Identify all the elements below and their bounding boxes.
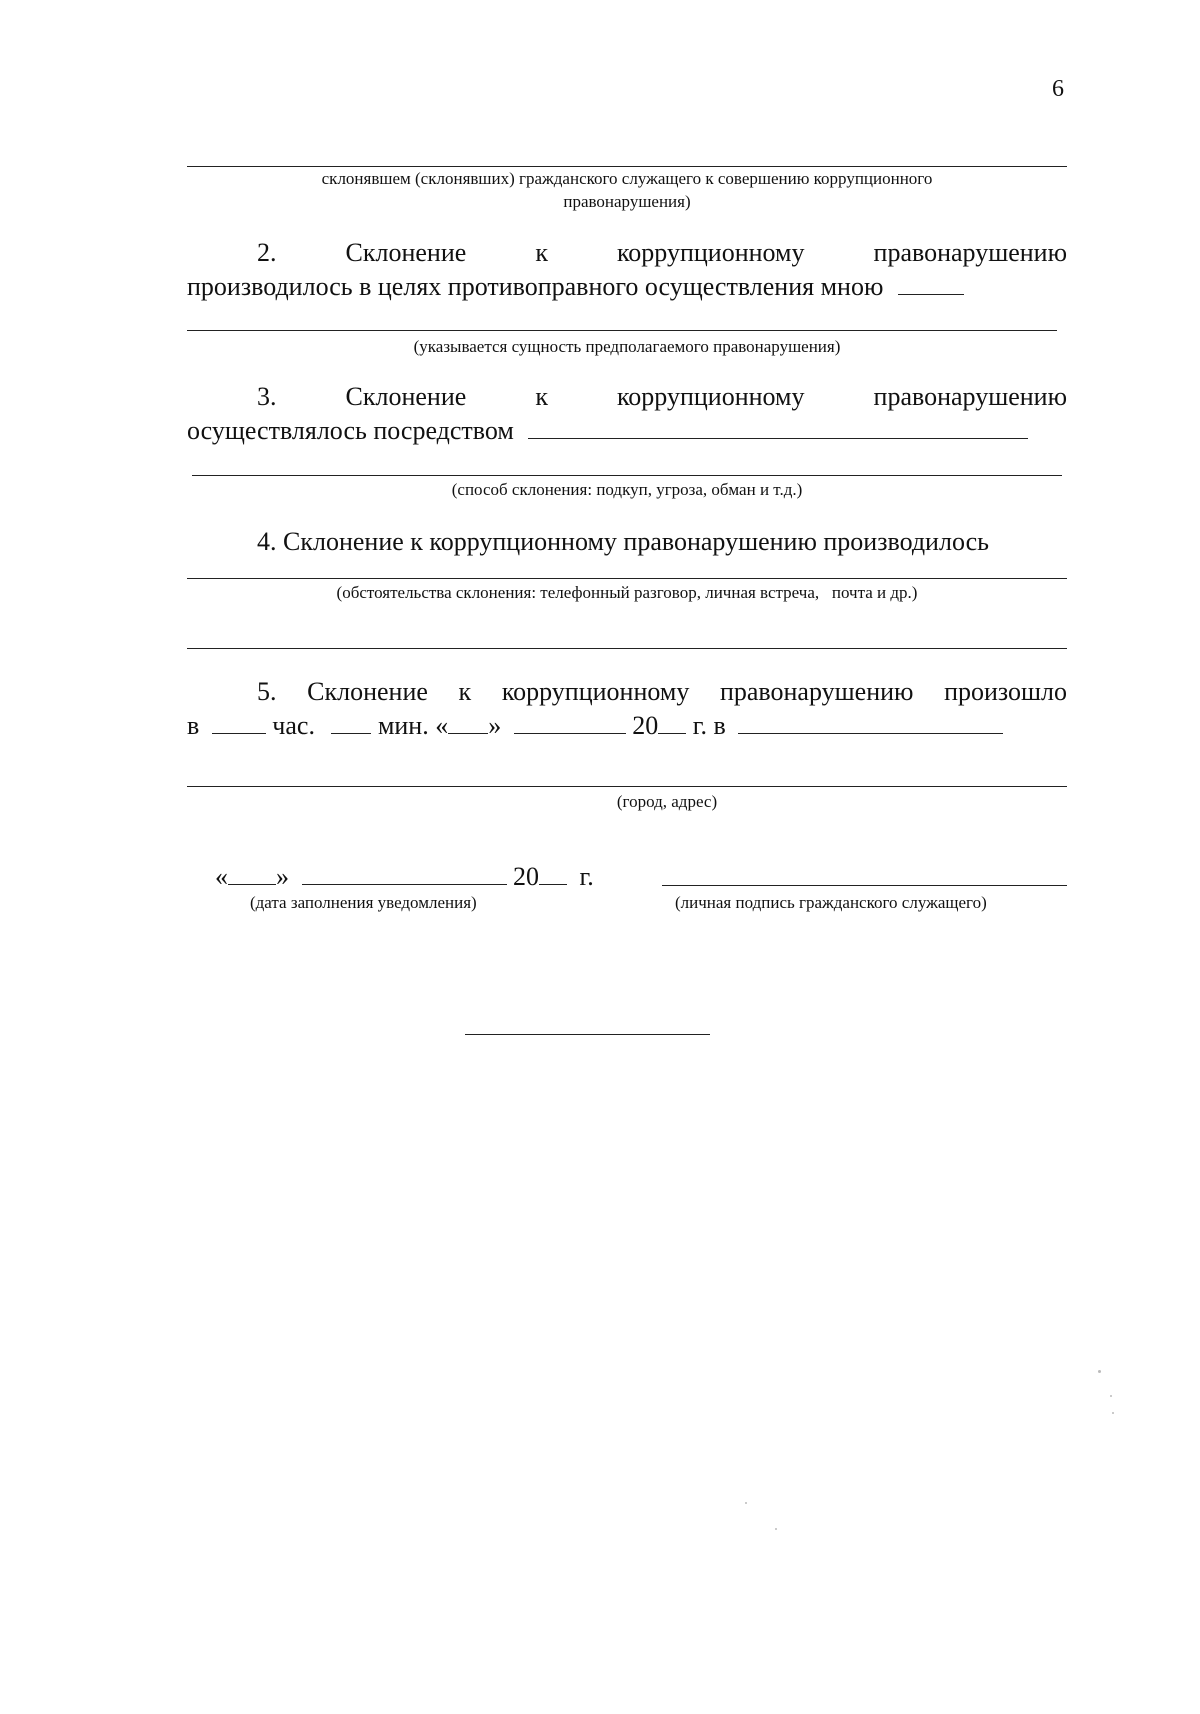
signature-day-field[interactable] (228, 862, 276, 885)
item5-in-word: в (187, 711, 200, 740)
item3-caption: (способ склонения: подкуп, угроза, обман и т.д.) (451, 480, 803, 499)
place-field-inline[interactable] (738, 711, 1003, 734)
signature-sign-line[interactable] (662, 885, 1067, 886)
signature-sign-caption: (личная подпись гражданского служащего) (675, 893, 987, 912)
section1-caption-line2: правонарушения) (563, 192, 691, 211)
item2-word-2: к (535, 238, 548, 267)
item5-line1 (187, 675, 1067, 709)
item5-line2 (187, 709, 1003, 743)
minute-field[interactable] (331, 711, 371, 734)
signature-date-caption: (дата заполнения уведомления) (250, 893, 477, 912)
item3-word-2: к (535, 382, 548, 411)
page-number: 6 (1052, 76, 1064, 102)
item5-year-suffix: г. в (692, 711, 726, 740)
item5-hour-word: час. (272, 711, 315, 740)
section1-caption-line1: склонявшем (склонявших) гражданского служащего к совершению коррупционного (321, 169, 933, 188)
closing-separator (465, 1034, 710, 1035)
item5-word-2: к (458, 677, 472, 706)
item5-word-5: произошло (944, 677, 1068, 706)
item5-fill-line[interactable] (187, 786, 1067, 787)
scan-speck (775, 1528, 777, 1530)
scan-speck (745, 1502, 747, 1504)
item5-caption: (город, адрес) (616, 792, 718, 811)
item3-line2 (187, 414, 1028, 448)
section1-fill-line (187, 166, 1067, 167)
item5-quote-close: » (488, 711, 502, 740)
day-field[interactable] (448, 711, 488, 734)
item4-fill-line-2[interactable] (187, 648, 1067, 649)
signature-year-field[interactable] (539, 862, 567, 885)
item2-caption: (указывается сущность предполагаемого правонарушения) (413, 337, 841, 356)
item3-word-4: правонарушению (873, 382, 1068, 411)
item3-line1 (187, 380, 1067, 414)
item2-line2-text: производилось в целях противоправного осуществления мною (187, 272, 884, 301)
item2-line2 (187, 270, 964, 304)
hour-field[interactable] (212, 711, 266, 734)
scan-speck (1112, 1412, 1114, 1414)
item3-word-3: коррупционному (617, 382, 805, 411)
signature-quote-open: « (215, 862, 228, 891)
item3-word-1: 3. Склонение (257, 382, 467, 411)
signature-month-field[interactable] (302, 862, 507, 885)
scan-speck (1110, 1395, 1112, 1397)
item2-word-1: 2. Склонение (257, 238, 467, 267)
item5-word-4: правонарушению (719, 677, 914, 706)
item2-fill-inline[interactable] (898, 272, 964, 295)
item2-word-3: коррупционному (617, 238, 805, 267)
signature-year-prefix: 20 (513, 862, 539, 891)
item5-min-word: мин. « (377, 711, 449, 740)
item2-line1 (187, 236, 1067, 270)
item4-line1: 4. Склонение к коррупционному правонарушению производилось (257, 527, 989, 556)
item4-fill-line[interactable] (187, 578, 1067, 579)
year-field[interactable] (658, 711, 686, 734)
item5-word-3: коррупционному (501, 677, 690, 706)
item5-year-prefix: 20 (632, 711, 659, 740)
item3-fill-inline[interactable] (528, 416, 1028, 439)
scan-speck (1098, 1370, 1101, 1373)
signature-date-line (215, 860, 594, 894)
month-field[interactable] (514, 711, 626, 734)
item4-caption: (обстоятельства склонения: телефонный разговор, личная встреча, почта и др.) (336, 583, 918, 602)
item2-fill-line[interactable] (187, 330, 1057, 331)
item5-word-1: 5. Склонение (257, 677, 428, 706)
item3-fill-line[interactable] (192, 475, 1062, 476)
signature-quote-close: » (276, 862, 289, 891)
item2-word-4: правонарушению (873, 238, 1068, 267)
signature-year-suffix: г. (579, 862, 594, 891)
item3-line2-text: осуществлялось посредством (187, 416, 514, 445)
